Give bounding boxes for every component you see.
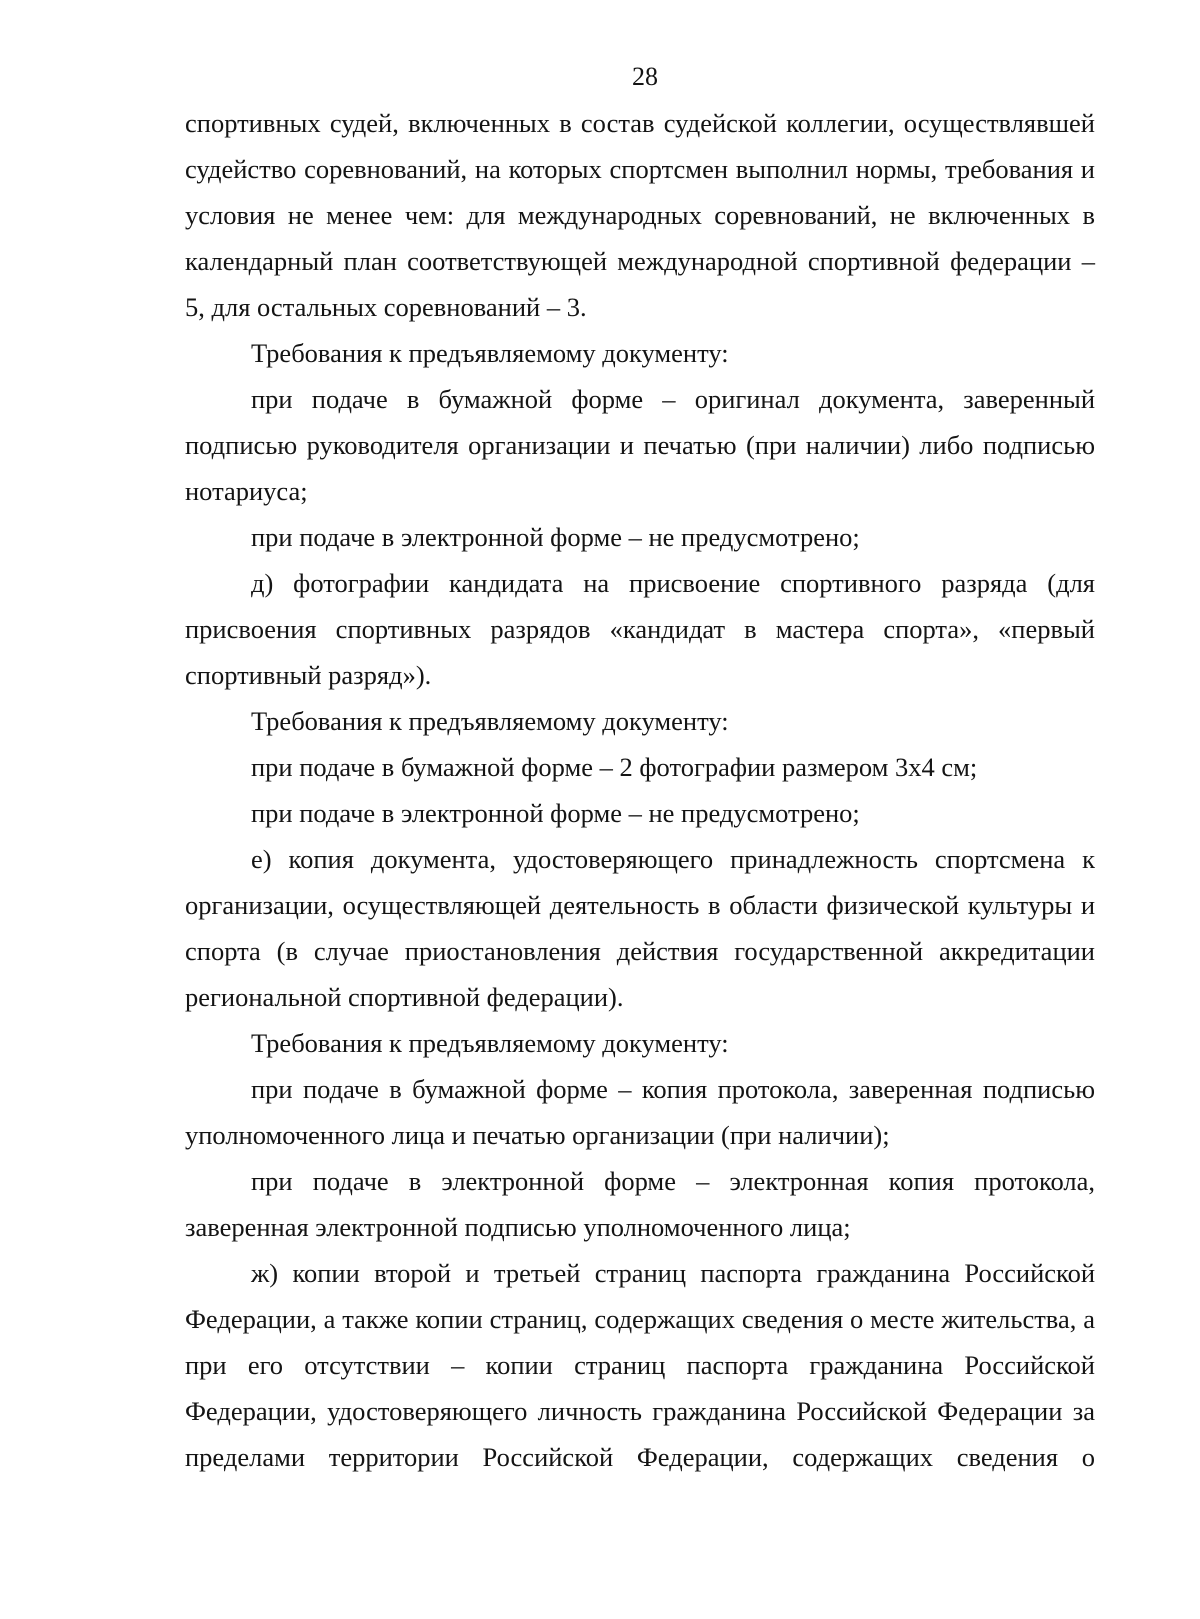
paragraph-electronic-form-not-provided: при подаче в электронной форме – не предусмотрено; (251, 522, 860, 552)
paragraph-item-e-document-copy: е) копия документа, удостоверяющего принадлежность спортсмена к организации, осуществляющей деятельность в области физической культуры и спорта (в случае приостановления действия государственной аккредитации региональной спортивной федерации). (185, 844, 1095, 1012)
paragraph-judges-continuation: спортивных судей, включенных в состав судейской коллегии, осуществлявшей судейство соревнований, на которых спортсмен выполнил нормы, требования и условия не менее чем: для международных соревнований, не включенных в календарный план соответствующей международной спортивной федерации – 5, для остальных соревнований – 3. (185, 108, 1095, 322)
paragraph-paper-form-original: при подаче в бумажной форме – оригинал документа, заверенный подписью руководителя организации и печатью (при наличии) либо подписью нотариуса; (185, 384, 1095, 506)
paragraph-electronic-form-protocol-copy: при подаче в электронной форме – электронная копия протокола, заверенная электронной подписью уполномоченного лица; (185, 1166, 1095, 1242)
paragraph-electronic-form-not-provided: при подаче в электронной форме – не предусмотрено; (251, 798, 860, 828)
paragraph-paper-form-photos: при подаче в бумажной форме – 2 фотографии размером 3х4 см; (251, 752, 978, 782)
paragraph-requirements-heading: Требования к предъявляемому документу: (251, 338, 729, 368)
paragraph-requirements-heading: Требования к предъявляемому документу: (251, 706, 729, 736)
paragraph-item-d-photos: д) фотографии кандидата на присвоение спортивного разряда (для присвоения спортивных разрядов «кандидат в мастера спорта», «первый спортивный разряд»). (185, 568, 1095, 690)
paragraph-paper-form-protocol-copy: при подаче в бумажной форме – копия протокола, заверенная подписью уполномоченного лица и печатью организации (при наличии); (185, 1074, 1095, 1150)
paragraph-requirements-heading: Требования к предъявляемому документу: (251, 1028, 729, 1058)
page-number: 28 (632, 62, 658, 91)
document-body (185, 100, 1095, 1480)
paragraph-item-zh-passport-copies: ж) копии второй и третьей страниц паспорта гражданина Российской Федерации, а также копии страниц, содержащих сведения о месте жительства, а при его отсутствии – копии страниц паспорта гражданина Российской Федерации, удостоверяющего личность гражданина Российской Федерации за пределами территории Российской Федерации, содержащих сведения о (185, 1258, 1095, 1472)
